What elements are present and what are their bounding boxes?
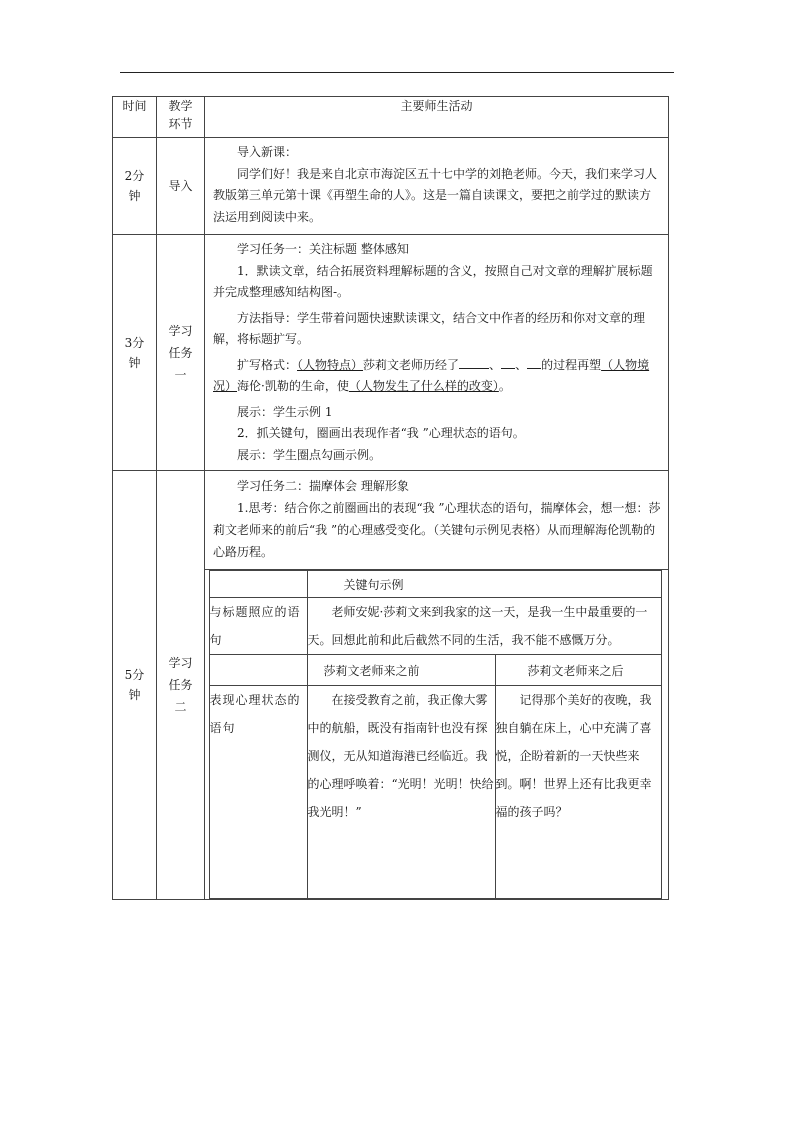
underlined-text: （人物境况）	[213, 357, 650, 393]
title-echo-text	[307, 598, 661, 655]
row-time: 3分钟	[113, 235, 157, 471]
empty-cell	[209, 571, 307, 598]
paragraph: 1．默读文章，结合拓展资料理解标题的含义，按照自己对文章的理解扩展标题并完成整理感知结构图-。	[213, 263, 653, 299]
title-echo-label: 与标题照应的语句	[209, 598, 307, 655]
row-activity	[205, 138, 669, 235]
lesson-plan-table	[112, 96, 669, 900]
text: 海伦·凯勒的生命，使	[237, 379, 349, 393]
task-title: 学习任务一：关注标题 整体感知	[237, 242, 409, 256]
after-header: 莎莉文老师来之后	[495, 655, 661, 686]
paragraph: 在接受教育之前，我正像大雾中的航船，既没有指南针也没有探测仪，无从知道海港已经临近。我的心理呼唤着：“光明！光明！快给我光明！”	[307, 693, 494, 819]
paragraph: 展示：学生示例 1	[237, 404, 333, 419]
table-row	[113, 138, 669, 235]
task-title: 学习任务二：揣摩体会 理解形象	[237, 479, 409, 493]
underlined-text: （人物发生了什么样的改变）	[348, 379, 499, 393]
blank-line	[459, 356, 489, 369]
key-sentence-table	[205, 570, 662, 899]
paragraph: 同学们好！我是来自北京市海淀区五十七中学的刘艳老师。今天，我们来学习人教版第三单元第十课《再塑生命的人》。这是一篇自读课文，要把之前学过的默读方法运用到阅读中来。	[213, 166, 658, 224]
table-row	[113, 235, 669, 471]
header-activity: 主要师生活动	[205, 97, 669, 138]
paragraph: 1.思考：结合你之前圈画出的表现“我 ”心理状态的语句，揣摩体会，想一想：莎莉文老师来的前后“我 ”的心理感受变化。（关键句示例见表格）从而理解海伦凯勒的心路历程。	[213, 501, 661, 559]
paragraph: 老师安妮·莎莉文来到我家的这一天，是我一生中最重要的一天。回想此前和此后截然不同的生活，我不能不感慨万分。	[307, 605, 648, 647]
row-time: 2分钟	[113, 138, 157, 235]
row-link: 学习任务一	[157, 235, 205, 471]
row-link: 导入	[157, 138, 205, 235]
text: 、	[515, 357, 528, 372]
paragraph: 2．抓关键句，圈画出表现作者“我 ”心理状态的语句。	[237, 426, 525, 440]
paragraph: 记得那个美好的夜晚，我独自躺在床上，心中充满了喜悦，企盼着新的一天快些来到。啊！世界上还有比我更幸福的孩子吗？	[495, 693, 652, 819]
header-time: 时间	[113, 97, 157, 138]
row-activity	[205, 235, 669, 471]
text: 的过程再塑	[541, 357, 602, 372]
paragraph: 方法指导：学生带着问题快速默读课文，结合文中作者的经历和你对文章的理解，将标题扩写。	[213, 310, 646, 346]
text: 、	[489, 357, 502, 372]
empty-cell	[209, 655, 307, 686]
paragraph: 展示：学生圈点勾画示例。	[237, 447, 382, 462]
key-sentence-header: 关键句示例	[307, 571, 661, 598]
before-text	[307, 686, 495, 899]
mental-state-label: 表现心理状态的语句	[209, 686, 307, 899]
row-activity	[205, 471, 669, 900]
after-text	[495, 686, 661, 899]
expand-format	[213, 355, 662, 398]
row-link: 学习任务二	[157, 471, 205, 900]
blank-line	[527, 356, 541, 369]
section-title: 导入新课：	[237, 145, 298, 159]
header-rule	[120, 72, 674, 73]
table-row	[113, 471, 669, 900]
text: 。	[498, 379, 511, 393]
row-time: 5分钟	[113, 471, 157, 900]
table-header-row	[113, 97, 669, 138]
underlined-text: （人物特点）	[297, 357, 364, 372]
text: 莎莉文老师历经了	[363, 357, 460, 372]
blank-line	[501, 356, 515, 369]
expand-label: 扩写格式：	[237, 357, 298, 372]
before-header: 莎莉文老师来之前	[307, 655, 495, 686]
header-link: 教学环节	[157, 97, 205, 138]
